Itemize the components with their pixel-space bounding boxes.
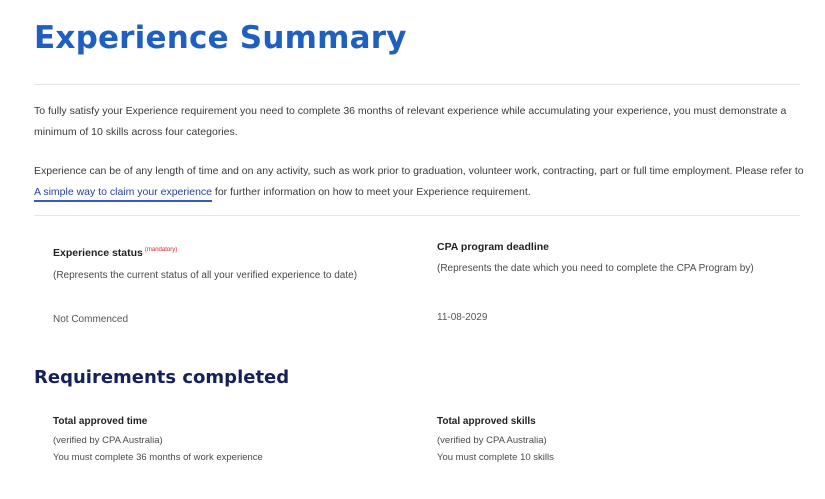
claim-experience-link[interactable]: A simple way to claim your experience (34, 186, 212, 198)
approved-skills-field (437, 416, 807, 463)
approved-time-verified: (verified by CPA Australia) (53, 435, 163, 446)
experience-status-label: Experience status (53, 247, 143, 259)
cpa-deadline-field (437, 241, 807, 274)
experience-status-field (53, 243, 423, 281)
intro-divider (34, 215, 800, 216)
experience-status-value: Not Commenced (53, 314, 129, 325)
approved-time-requirement: You must complete 36 months of work experience (53, 452, 263, 463)
title-divider (34, 84, 800, 85)
approved-time-label: Total approved time (53, 416, 148, 427)
mandatory-tag: (mandatory) (144, 247, 178, 253)
approved-time-field (53, 416, 423, 463)
intro-paragraph-1: To fully satisfy your Experience requirement you need to complete 36 months of relevant experience while accumulating your experience, you must demonstrate a minimum of 10 skills across four categories. (34, 105, 787, 138)
approved-skills-label: Total approved skills (437, 416, 536, 427)
intro-paragraph-2-text-after: for further information on how to meet your Experience requirement. (212, 186, 531, 198)
approved-skills-verified: (verified by CPA Australia) (437, 435, 547, 446)
experience-status-description: (Represents the current status of all your verified experience to date) (53, 270, 358, 281)
cpa-deadline-description: (Represents the date which you need to complete the CPA Program by) (437, 263, 754, 274)
intro-paragraph-2-text-before: Experience can be of any length of time and on any activity, such as work prior to graduation, volunteer work, contracting, part or full time employment. Please refer to (34, 165, 804, 177)
cpa-deadline-label: CPA program deadline (437, 241, 550, 253)
requirements-title: Requirements completed (34, 367, 290, 388)
page-title: Experience Summary (34, 20, 407, 56)
cpa-deadline-value: 11-08-2029 (437, 312, 488, 323)
approved-skills-requirement: You must complete 10 skills (437, 452, 554, 463)
experience-status-heading (53, 243, 423, 261)
intro-paragraph-2 (34, 161, 804, 203)
